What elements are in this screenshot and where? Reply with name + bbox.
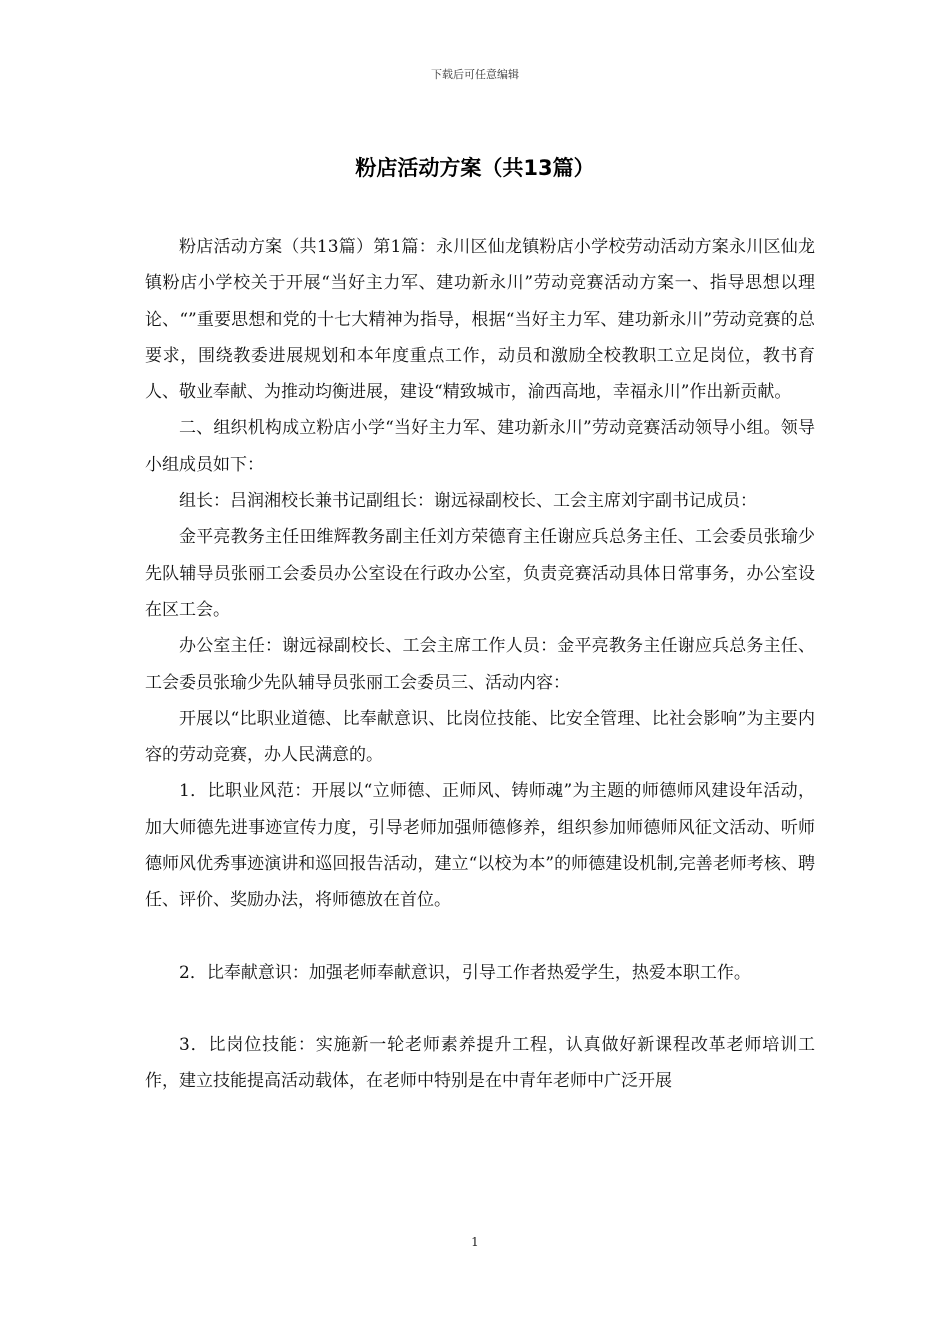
paragraph-item-3: 3．比岗位技能：实施新一轮老师素养提升工程，认真做好新课程改革老师培训工作，建立技能提高活动载体，在老师中特别是在中青年老师中广泛开展 [145, 1034, 815, 1092]
page-number: 1 [471, 1235, 479, 1249]
paragraph-intro: 粉店活动方案（共13篇）第1篇：永川区仙龙镇粉店小学校劳动活动方案永川区仙龙镇粉店小学校关于开展“当好主力军、建功新永川”劳动竞赛活动方案一、指导思想以理论、“”重要思想和党的十七大精神为指导，根据“当好主力军、建功新永川”劳动竞赛的总要求，围绕教委进展规划和本年度重点工作，动员和激励全校教职工立足岗位，教书育人、敬业奉献、为推动均衡进展，建设“精致城市，渝西高地，幸福永川”作出新贡献。 [145, 237, 815, 403]
paragraph-activities: 开展以“比职业道德、比奉献意识、比岗位技能、比安全管理、比社会影响”为主要内容的劳动竞赛，办人民满意的。 [145, 708, 815, 766]
document-title: 粉店活动方案（共13篇） [355, 156, 595, 180]
paragraph-leaders: 组长：吕润湘校长兼书记副组长：谢远禄副校长、工会主席刘宇副书记成员： [179, 491, 757, 512]
page-header: 下载后可任意编辑 [431, 68, 519, 81]
paragraph-members: 金平亮教务主任田维辉教务副主任刘方荣德育主任谢应兵总务主任、工会委员张瑜少先队辅导员张丽工会委员办公室设在行政办公室，负责竞赛活动具体日常事务，办公室设在区工会。 [145, 527, 815, 620]
paragraph-office: 办公室主任：谢远禄副校长、工会主席工作人员：金平亮教务主任谢应兵总务主任、工会委员张瑜少先队辅导员张丽工会委员三、活动内容： [145, 636, 815, 693]
paragraph-organization: 二、组织机构成立粉店小学“当好主力军、建功新永川”劳动竞赛活动领导小组。领导小组成员如下： [145, 418, 815, 475]
document-body [145, 229, 815, 1100]
paragraph-item-2: 2．比奉献意识：加强老师奉献意识，引导工作者热爱学生，热爱本职工作。 [179, 962, 751, 983]
paragraph-item-1: 1．比职业风范：开展以“立师德、正师风、铸师魂”为主题的师德师风建设年活动，加大师德先进事迹宣传力度，引导老师加强师德修养，组织参加师德师风征文活动、听师德师风优秀事迹演讲和巡回报告活动，建立“以校为本”的师德建设机制,完善老师考核、聘任、评价、奖励办法，将师德放在首位。 [145, 781, 815, 911]
